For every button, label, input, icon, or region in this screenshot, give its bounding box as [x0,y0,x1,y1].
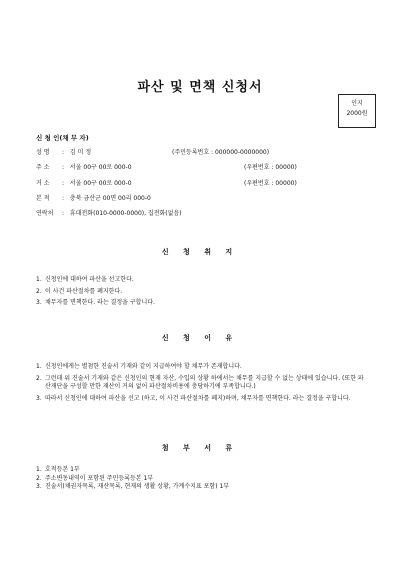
item-number: 3. [36,483,42,490]
field-label: 주 소 [36,164,50,171]
reasons-list [36,363,368,406]
item-number: 2. [36,287,42,295]
section-title-reasons: 신 청 이 유 [161,334,239,342]
item-text: 따라서 신청인에 대하여 파산을 선고 (하고, 이 사건 파산절차를 폐지)하며, 채무자를 면책한다. 라는 결정을 구합니다. [45,394,351,402]
item-number: 3. [36,299,42,306]
field-extra: (우편번호 : 00000) [244,180,297,187]
purpose-list [36,276,368,311]
field-extra: (우편번호 : 00000) [244,164,297,171]
stamp-amount: 2000원 [346,110,368,117]
field-label: 성 명 [36,149,50,156]
item-text: 진술서(채권자목록, 재산목록, 현재의 생활 상황, 가계수지표 포함) 1부 [45,483,230,490]
item-text: 신청인에 대하여 파산을 선고한다. [45,276,134,283]
field-row-name: 성 명 : 김 미 정 (주민등록번호 : 000000-0000000) [36,149,270,156]
item-number: 1. [36,363,42,370]
item-number: 1. [36,466,42,473]
field-value: 서울 00구 00로 000-0 [69,164,132,171]
field-label: 거 소 [36,180,50,187]
field-row-registered-domicile: 본 적 : 충북 금산군 00면 00리 000-0 [36,195,151,202]
field-value: 서울 00구 00로 000-0 [69,180,132,187]
item-text: 채무자를 면책한다. 라는 결정을 구합니다. [45,299,155,306]
item-text: 호적등본 1부 [45,466,80,473]
item-number: 2. [36,474,42,482]
item-text: 이 사건 파산절차를 폐지한다. [45,287,123,295]
item-text: 신청인에게는 별첨한 진술서 기재와 같이 지급하여야 할 채무가 존재합니다. [45,363,242,370]
section-title-purpose: 신 청 취 지 [161,248,239,256]
field-value: 충북 금산군 00면 00리 000-0 [69,195,151,202]
stamp-label: 인지 [351,100,363,107]
field-row-residence: 거 소 : 서울 00구 00로 000-0 (우편번호 : 00000) [36,180,297,187]
document-title: 파산 및 면책 신청서 [137,80,263,95]
field-row-contact: 연락처 : 휴대전화(010-0000-0000), 집전화(없음) [36,210,182,217]
list-item [36,475,368,484]
field-extra: (주민등록번호 : 000000-0000000) [172,149,270,156]
list-item [36,466,368,475]
item-number: 3. [36,394,42,402]
item-text: 그런데 위 진술서 기재와 같은 신청인의 현재 자산, 수입의 상황 하에서는 채무를 지급할 수 없는 상태에 있습니다. (또한 파산재단을 구성할 만한 재산이 거의 없어 파산절차비용에 충당하기에 부족합니다.) [45,374,364,390]
field-label: 연락처 [36,210,54,217]
field-row-address: 주 소 : 서울 00구 00로 000-0 (우편번호 : 00000) [36,164,297,171]
list-item [36,375,368,392]
list-item [36,363,368,372]
list-item [36,288,368,297]
field-value: 휴대전화(010-0000-0000), 집전화(없음) [69,210,182,217]
field-label: 본 적 [36,195,50,202]
item-number: 1. [36,276,42,283]
section-title-attachments: 첨 부 서 류 [161,444,239,452]
list-item [36,276,368,285]
list-item [36,395,368,404]
item-text: 주소변동내역이 포함된 주민등록등본 1부 [45,474,154,482]
list-item [36,299,368,308]
applicant-heading: 신 청 인(채 무 자) [36,134,89,142]
list-item [36,483,368,492]
attachments-list [36,466,368,492]
revenue-stamp-box [338,94,376,128]
item-number: 2. [36,374,42,382]
field-value: 김 미 정 [69,149,92,156]
